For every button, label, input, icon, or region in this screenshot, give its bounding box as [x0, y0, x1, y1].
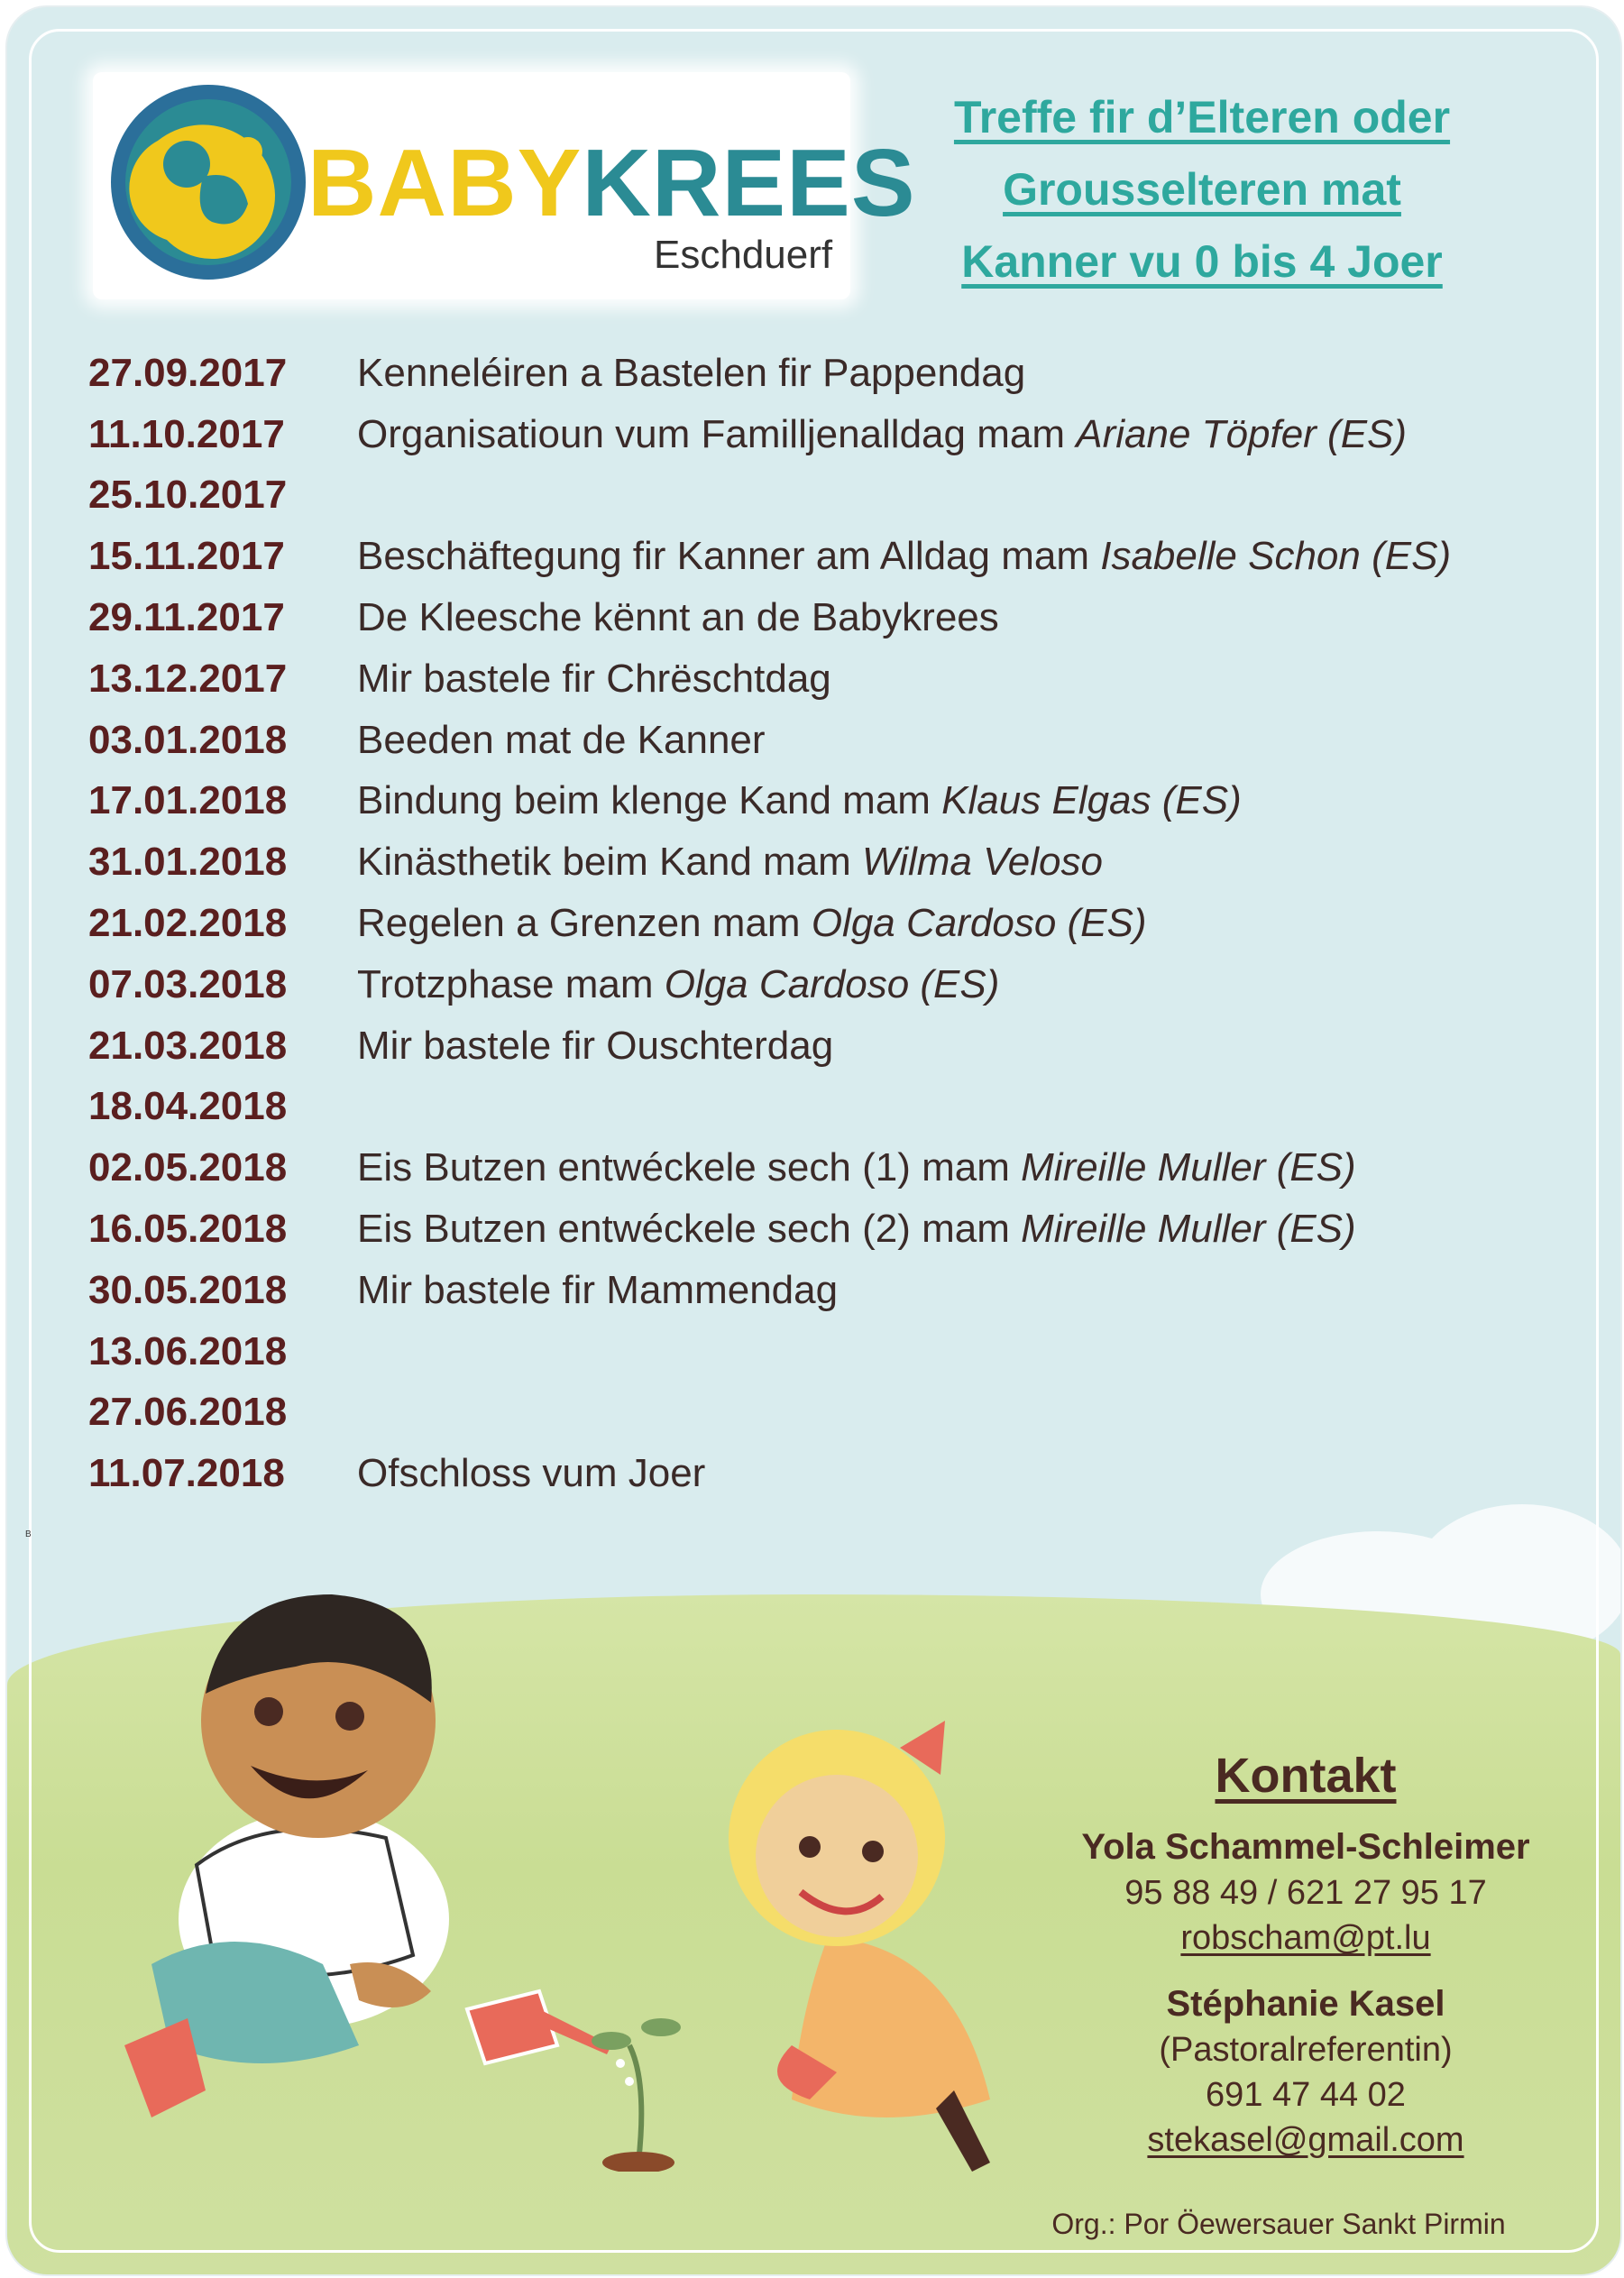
schedule-row — [88, 771, 1451, 832]
schedule-date: 21.02.2018 — [88, 901, 288, 946]
schedule-row — [88, 1260, 1451, 1321]
schedule-topic: Kinästhetik beim Kand mam Wilma Veloso — [357, 840, 1103, 885]
schedule-date: 15.11.2017 — [88, 534, 285, 579]
headline-line: Grousselteren mat — [1003, 164, 1401, 215]
poster — [5, 5, 1622, 2276]
schedule-row — [88, 954, 1451, 1015]
schedule-list — [88, 343, 1451, 1504]
schedule-row — [88, 1199, 1451, 1260]
schedule-date: 11.07.2018 — [88, 1451, 285, 1496]
boy-figure-icon — [124, 1594, 449, 2117]
schedule-row — [88, 1015, 1451, 1077]
schedule-row — [88, 404, 1451, 465]
schedule-row — [88, 893, 1451, 954]
schedule-topic: Eis Butzen entwéckele sech (2) mam Mireille Muller (ES) — [357, 1207, 1356, 1252]
contact-role: (Pastoralreferentin) — [1159, 2031, 1453, 2069]
schedule-date: 27.06.2018 — [88, 1390, 288, 1435]
schedule-date: 18.04.2018 — [88, 1084, 288, 1129]
schedule-person: Mireille Muller (ES) — [1021, 1207, 1356, 1252]
schedule-row — [88, 1137, 1451, 1199]
schedule-topic: De Kleesche kënnt an de Babykrees — [357, 595, 999, 640]
schedule-row — [88, 587, 1451, 648]
children-gardening-illustration — [88, 1540, 1080, 2172]
schedule-row — [88, 648, 1451, 710]
babykrees-logo — [93, 72, 916, 299]
schedule-date: 16.05.2018 — [88, 1207, 288, 1252]
schedule-row — [88, 831, 1451, 893]
schedule-topic: Kenneléiren a Bastelen fir Pappendag — [357, 350, 1026, 395]
schedule-person: Wilma Veloso — [862, 840, 1103, 885]
girl-figure-icon — [729, 1721, 990, 2172]
schedule-row — [88, 1077, 1451, 1138]
schedule-row — [88, 343, 1451, 404]
schedule-topic: Mir bastele fir Ouschterdag — [357, 1023, 834, 1068]
mother-child-icon — [104, 78, 313, 287]
headline — [873, 81, 1531, 298]
contact-name: Stéphanie Kasel — [1166, 1984, 1445, 2024]
schedule-topic: Trotzphase mam Olga Cardoso (ES) — [357, 961, 1000, 1006]
schedule-date: 21.03.2018 — [88, 1023, 288, 1068]
schedule-topic: Eis Butzen entwéckele sech (1) mam Mireille Muller (ES) — [357, 1145, 1356, 1190]
schedule-row — [88, 1443, 1451, 1504]
schedule-person: Klaus Elgas (ES) — [941, 778, 1242, 823]
schedule-person: Mireille Muller (ES) — [1021, 1145, 1356, 1190]
schedule-topic: Beeden mat de Kanner — [357, 717, 766, 762]
schedule-date: 27.09.2017 — [88, 350, 288, 395]
contact-email-link[interactable]: robscham@pt.lu — [1180, 1919, 1431, 1957]
schedule-date: 11.10.2017 — [88, 411, 285, 456]
schedule-person: Isabelle Schon (ES) — [1100, 534, 1452, 579]
schedule-date: 02.05.2018 — [88, 1145, 288, 1190]
schedule-person: Ariane Töpfer (ES) — [1076, 411, 1408, 456]
logo-subtitle: Eschduerf — [654, 233, 833, 277]
plant-sprout-icon — [592, 2018, 681, 2172]
schedule-row — [88, 1321, 1451, 1382]
schedule-topic: Mir bastele fir Mammendag — [357, 1267, 839, 1312]
schedule-topic: Organisatioun vum Familljenalldag mam Ariane Töpfer (ES) — [357, 411, 1408, 456]
schedule-topic: Regelen a Grenzen mam Olga Cardoso (ES) — [357, 901, 1147, 946]
schedule-date: 13.06.2018 — [88, 1328, 288, 1373]
headline-line: Kanner vu 0 bis 4 Joer — [961, 236, 1443, 287]
schedule-date: 25.10.2017 — [88, 473, 288, 518]
contact-phone: 691 47 44 02 — [1206, 2076, 1406, 2114]
organizer-note: Org.: Por Öewersauer Sankt Pirmin — [1051, 2208, 1506, 2240]
schedule-date: 13.12.2017 — [88, 656, 288, 701]
schedule-row — [88, 710, 1451, 771]
schedule-row — [88, 465, 1451, 527]
schedule-date: 17.01.2018 — [88, 778, 288, 823]
margin-mark: B — [25, 1529, 32, 1539]
schedule-date: 03.01.2018 — [88, 717, 288, 762]
headline-line: Treffe fir d’Elteren oder — [953, 92, 1451, 142]
schedule-topic: Mir bastele fir Chrëschtdag — [357, 656, 831, 701]
schedule-topic: Bindung beim klenge Kand mam Klaus Elgas (ES) — [357, 778, 1242, 823]
schedule-date: 31.01.2018 — [88, 840, 288, 885]
schedule-topic: Ofschloss vum Joer — [357, 1451, 706, 1496]
schedule-date: 29.11.2017 — [88, 595, 285, 640]
contact-section — [1017, 1748, 1594, 2163]
schedule-row — [88, 526, 1451, 587]
schedule-person: Olga Cardoso (ES) — [811, 901, 1147, 946]
schedule-topic: Beschäftegung fir Kanner am Alldag mam Isabelle Schon (ES) — [357, 534, 1452, 579]
schedule-date: 07.03.2018 — [88, 961, 288, 1006]
logo-wordmark: BABYKREES — [307, 130, 916, 236]
schedule-date: 30.05.2018 — [88, 1267, 288, 1312]
schedule-row — [88, 1382, 1451, 1444]
contact-email-link[interactable]: stekasel@gmail.com — [1147, 2121, 1464, 2159]
contact-name: Yola Schammel-Schleimer — [1081, 1827, 1530, 1867]
contact-title: Kontakt — [1215, 1749, 1397, 1803]
contact-phone: 95 88 49 / 621 27 95 17 — [1124, 1874, 1487, 1912]
schedule-person: Olga Cardoso (ES) — [664, 961, 1000, 1006]
